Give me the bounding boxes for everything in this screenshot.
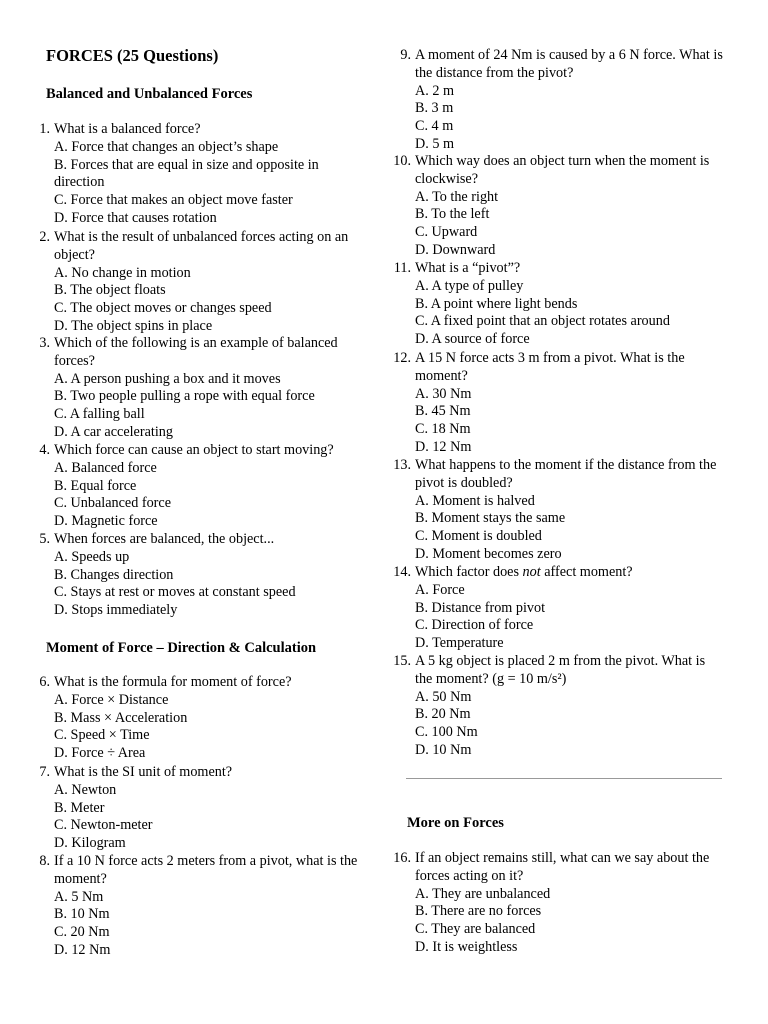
- question-text: What is a balanced force?: [54, 121, 201, 137]
- question-12: [393, 350, 725, 457]
- question-number: 3.: [39, 335, 50, 351]
- option-c: C. 20 Nm: [54, 924, 110, 941]
- option-c: C. Moment is doubled: [415, 528, 542, 545]
- option-b: B. There are no forces: [415, 903, 542, 920]
- question-14: [393, 564, 725, 653]
- question-4: [39, 442, 359, 531]
- question-text-before: Which factor does: [415, 564, 523, 580]
- section-heading-balanced: Balanced and Unbalanced Forces: [46, 86, 253, 102]
- option-a: A. They are unbalanced: [415, 885, 551, 902]
- option-b: B. Mass × Acceleration: [54, 709, 188, 726]
- question-5: [39, 531, 359, 620]
- question-text: What is the result of unbalanced forces acting on an object?: [54, 229, 349, 263]
- question-15: [393, 653, 725, 760]
- option-c: C. Newton-meter: [54, 817, 153, 834]
- question-text: Which force can cause an object to start moving?: [54, 442, 334, 458]
- question-text: A 5 kg object is placed 2 m from the pivot. What is the moment? (g = 10 m/s²): [415, 653, 706, 687]
- option-c: C. The object moves or changes speed: [54, 300, 272, 317]
- question-text: When forces are balanced, the object...: [54, 531, 275, 547]
- section-divider: [406, 778, 722, 779]
- option-c: C. A fixed point that an object rotates around: [415, 313, 670, 330]
- question-text: If an object remains still, what can we say about the forces acting on it?: [415, 850, 710, 884]
- option-c: C. They are balanced: [415, 921, 536, 938]
- question-number: 15.: [393, 653, 411, 669]
- option-a: A. Newton: [54, 781, 117, 798]
- option-c: C. Upward: [415, 224, 478, 241]
- option-c: C. 18 Nm: [415, 421, 471, 438]
- section-heading-more: More on Forces: [407, 815, 504, 831]
- option-b: B. Forces that are equal in size and opposite in direction: [54, 156, 319, 191]
- option-d: D. Moment becomes zero: [415, 545, 562, 562]
- option-d: D. Magnetic force: [54, 513, 158, 530]
- question-number: 12.: [393, 350, 411, 366]
- option-a: A. 5 Nm: [54, 888, 104, 905]
- option-a: A. A type of pulley: [415, 277, 524, 294]
- option-d: D. A car accelerating: [54, 423, 173, 440]
- question-text: What is the formula for moment of force?: [54, 674, 292, 690]
- question-number: 2.: [39, 229, 50, 245]
- option-c: C. A falling ball: [54, 406, 145, 423]
- option-b: B. Moment stays the same: [415, 510, 566, 527]
- option-d: D. The object spins in place: [54, 317, 213, 334]
- option-a: A. A person pushing a box and it moves: [54, 370, 281, 387]
- option-a: A. Force × Distance: [54, 691, 169, 708]
- option-d: D. 12 Nm: [54, 941, 111, 958]
- option-d: D. A source of force: [415, 331, 530, 348]
- option-d: D. It is weightless: [415, 938, 518, 955]
- option-c: C. 100 Nm: [415, 724, 478, 741]
- question-3: [39, 335, 359, 442]
- option-a: A. 30 Nm: [415, 385, 472, 402]
- question-number: 8.: [39, 853, 50, 869]
- option-a: A. To the right: [415, 188, 499, 205]
- option-b: B. 3 m: [415, 100, 454, 117]
- question-number: 5.: [39, 531, 50, 547]
- option-a: A. No change in motion: [54, 264, 191, 281]
- option-b: B. A point where light bends: [415, 295, 578, 312]
- question-text: What is a “pivot”?: [415, 260, 521, 276]
- option-a: A. 2 m: [415, 82, 455, 99]
- question-number: 9.: [400, 47, 411, 63]
- option-a: A. 50 Nm: [415, 688, 472, 705]
- question-2: [39, 229, 359, 336]
- question-number: 10.: [393, 153, 411, 169]
- option-d: D. Force ÷ Area: [54, 745, 146, 762]
- question-text: Which way does an object turn when the moment is clockwise?: [415, 153, 710, 187]
- question-8: [39, 853, 359, 960]
- question-text: What happens to the moment if the distance from the pivot is doubled?: [415, 457, 717, 491]
- option-b: B. 20 Nm: [415, 706, 471, 723]
- question-16: [393, 850, 725, 957]
- question-6: [39, 674, 359, 763]
- question-number: 6.: [39, 674, 50, 690]
- option-c: C. Direction of force: [415, 617, 534, 634]
- option-c: C. 4 m: [415, 118, 454, 135]
- section-heading-moment: Moment of Force – Direction & Calculation: [46, 640, 317, 656]
- option-b: B. The object floats: [54, 282, 166, 299]
- question-11: [393, 260, 725, 349]
- question-number: 7.: [39, 764, 50, 780]
- option-b: B. Meter: [54, 799, 105, 816]
- option-a: A. Force that changes an object’s shape: [54, 138, 279, 155]
- option-a: A. Balanced force: [54, 459, 157, 476]
- question-text: If a 10 N force acts 2 meters from a pivot, what is the moment?: [54, 853, 358, 887]
- option-d: D. Force that causes rotation: [54, 209, 217, 226]
- question-1: [39, 121, 359, 228]
- option-c: C. Speed × Time: [54, 727, 150, 744]
- option-d: D. 12 Nm: [415, 438, 472, 455]
- option-d: D. 10 Nm: [415, 741, 472, 758]
- option-b: B. Equal force: [54, 477, 137, 494]
- question-number: 14.: [393, 564, 411, 580]
- option-a: A. Moment is halved: [415, 492, 535, 509]
- option-d: D. Downward: [415, 241, 496, 258]
- option-c: C. Force that makes an object move faster: [54, 192, 293, 209]
- question-number: 4.: [39, 442, 50, 458]
- question-text-emphasis: not: [522, 564, 541, 580]
- question-text-after: affect moment?: [540, 564, 633, 580]
- question-13: [393, 457, 725, 564]
- option-b: B. 45 Nm: [415, 403, 471, 420]
- question-text: What is the SI unit of moment?: [54, 764, 233, 780]
- question-9: [400, 47, 725, 154]
- option-b: B. Two people pulling a rope with equal force: [54, 388, 315, 405]
- option-d: D. Stops immediately: [54, 602, 178, 619]
- option-d: D. 5 m: [415, 135, 455, 152]
- question-text: A 15 N force acts 3 m from a pivot. What is the moment?: [415, 350, 685, 384]
- option-c: C. Unbalanced force: [54, 495, 171, 512]
- question-7: [39, 764, 359, 853]
- question-text: Which of the following is an example of balanced forces?: [54, 335, 338, 369]
- question-number: 1.: [39, 121, 50, 137]
- page-title: FORCES (25 Questions): [46, 46, 219, 65]
- option-b: B. To the left: [415, 206, 490, 223]
- option-a: A. Force: [415, 581, 465, 598]
- option-b: B. Distance from pivot: [415, 599, 546, 616]
- question-text: A moment of 24 Nm is caused by a 6 N force. What is the distance from the pivot?: [415, 47, 723, 81]
- option-b: B. Changes direction: [54, 566, 174, 583]
- question-text: [415, 564, 725, 582]
- option-d: D. Kilogram: [54, 835, 126, 852]
- question-number: 13.: [393, 457, 411, 473]
- option-c: C. Stays at rest or moves at constant speed: [54, 584, 296, 601]
- option-a: A. Speeds up: [54, 548, 130, 565]
- question-10: [393, 153, 725, 260]
- option-d: D. Temperature: [415, 635, 504, 652]
- question-number: 11.: [393, 260, 411, 276]
- question-number: 16.: [393, 850, 411, 866]
- option-b: B. 10 Nm: [54, 906, 110, 923]
